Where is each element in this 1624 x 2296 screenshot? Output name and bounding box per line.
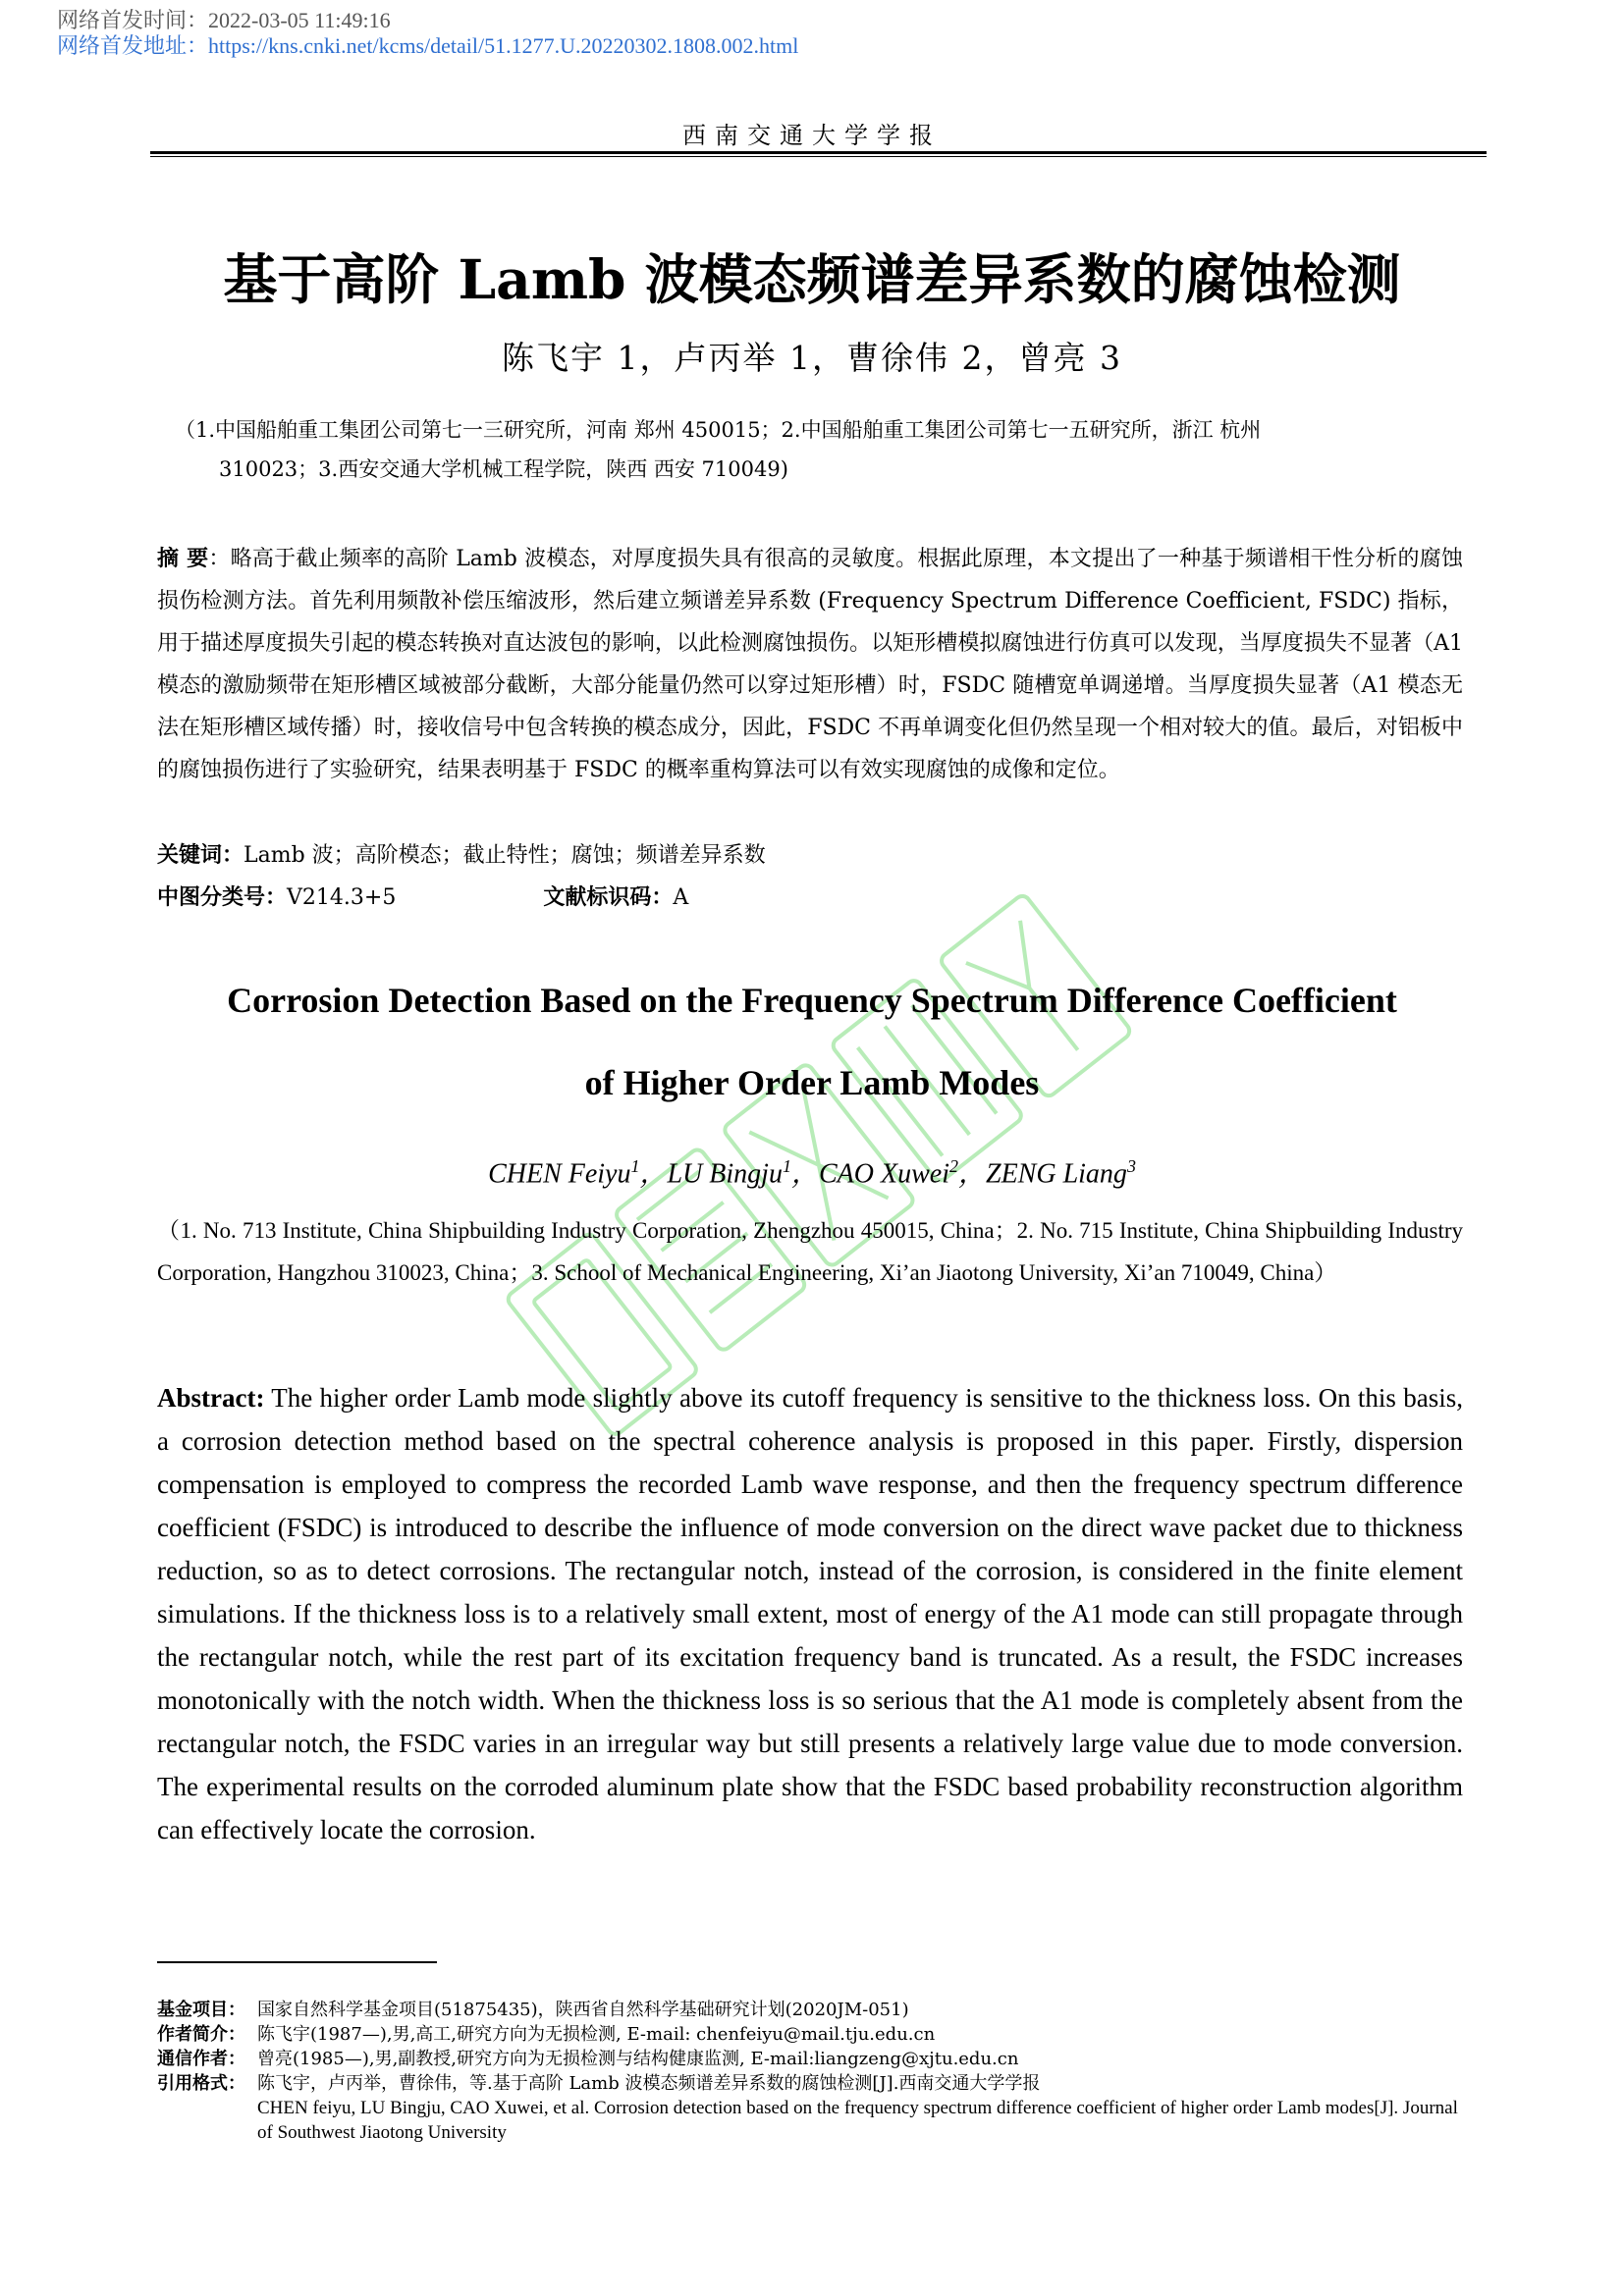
- header-rule-thin: [150, 156, 1487, 157]
- publication-time-label: 网络首发时间：: [57, 8, 209, 32]
- corresponding-label: 通信作者：: [157, 2049, 245, 2069]
- footnote-corresponding: [157, 2047, 1473, 2071]
- author-en-affil: 1: [782, 1156, 791, 1176]
- paper-title-cn: 基于高阶 Lamb 波模态频谱差异系数的腐蚀检测: [223, 247, 1401, 311]
- clc-label: 中图分类号：: [157, 885, 288, 910]
- journal-name: 西南交通大学学报: [682, 122, 942, 149]
- author-en-affil: 3: [1126, 1156, 1136, 1176]
- author-bio-label: 作者简介：: [157, 2024, 245, 2045]
- author-en: CAO Xuwei: [818, 1158, 949, 1190]
- authors-cn: 陈飞宇 1，卢丙举 1，曹徐伟 2，曾亮 3: [502, 339, 1122, 377]
- footnotes: [157, 1998, 1473, 2145]
- affiliations-cn-line2: 310023；3.西安交通大学机械工程学院，陕西 西安 710049): [219, 457, 788, 481]
- abstract-en-label: Abstract:: [157, 1383, 265, 1413]
- footnote-rule: [157, 1961, 437, 1963]
- citation-text: [257, 2071, 1473, 2145]
- footnote-fund: [157, 1998, 1473, 2022]
- author-separator: ，: [639, 1158, 668, 1190]
- clc-value: V214.3+5: [287, 885, 397, 910]
- authors-en: [0, 1147, 1624, 1194]
- fund-label: 基金项目：: [157, 2000, 245, 2020]
- paper-title-en-line2: of Higher Order Lamb Modes: [584, 1063, 1040, 1102]
- abstract-en-text: The higher order Lamb mode slightly above its cutoff frequency is sensitive to the thickness loss. On this basis, a corrosion detection method based on the spectral coherence analysis is proposed in this paper. Firstly, dispersion compensation is employed to compress the recorded Lamb wave response, and then the frequency spectrum difference coefficient (FSDC) is introduced to describe the influence of mode conversion on the direct wave packet due to thickness reduction, so as to detect corrosions. The rectangular notch, instead of the corrosion, is considered in the finite element simulations. If the thickness loss is to a relatively small extent, most of energy of the A1 mode can still propagate through the rectangular notch, while the rest part of its excitation frequency band is truncated. As a result, the FSDC increases monotonically with the notch width. When the thickness loss is so serious that the A1 mode is completely absent from the rectangular notch, the FSDC varies in an irregular way but still presents a relatively large value due to mode conversion. The experimental results on the corroded aluminum plate show that the FSDC based probability reconstruction algorithm can effectively locate the corrosion.: [157, 1383, 1463, 1844]
- classification-line: [157, 877, 1463, 919]
- citation-en: CHEN feiyu, LU Bingju, CAO Xuwei, et al. Corrosion detection based on the frequency spectrum difference coefficient of higher order Lamb modes[J]. Journal of Southwest Jiaotong University: [257, 2098, 1458, 2143]
- abstract-cn: [157, 538, 1463, 791]
- paper-title-en-line1: Corrosion Detection Based on the Frequency Spectrum Difference Coefficient: [227, 981, 1397, 1020]
- author-en-affil: 1: [630, 1156, 640, 1176]
- affiliations-en: （1. No. 713 Institute, China Shipbuilding Industry Corporation, Zhengzhou 450015, China；2. No. 715 Institute, China Shipbuilding Industry Corporation, Hangzhou 310023, China；3. School of Mechanical Engineering, Xi’an Jiaotong University, Xi’an 710049, China）: [157, 1218, 1463, 1285]
- author-en: ZENG Liang: [986, 1158, 1127, 1190]
- author-bio-text: 陈飞宇(1987—),男,高工,研究方向为无损检测, E-mail: chenfeiyu@mail.tju.edu.cn: [257, 2024, 936, 2045]
- keywords-cn-label: 关键词：: [157, 843, 244, 868]
- affiliations-cn-line1: （1.中国船舶重工集团公司第七一三研究所，河南 郑州 450015；2.中国船舶重工集团公司第七一五研究所，浙江 杭州: [175, 418, 1262, 442]
- author-en: CHEN Feiyu: [488, 1158, 631, 1190]
- keywords-cn-text: Lamb 波；高阶模态；截止特性；腐蚀；频谱差异系数: [244, 843, 766, 868]
- publication-url-label: 网络首发地址：: [57, 33, 209, 58]
- publication-url[interactable]: [57, 33, 798, 59]
- author-en-affil: 2: [948, 1156, 958, 1176]
- fund-text: 国家自然科学基金项目(51875435)，陕西省自然科学基础研究计划(2020JM-051): [257, 2000, 909, 2020]
- abstract-en: [157, 1376, 1463, 1851]
- author-en: LU Bingju: [667, 1158, 783, 1190]
- abstract-cn-label: 摘 要: [157, 547, 209, 571]
- header-rule-thick: [150, 151, 1487, 154]
- author-separator: ，: [957, 1158, 986, 1190]
- author-separator: ，: [790, 1158, 819, 1190]
- citation-label: 引用格式：: [157, 2073, 245, 2094]
- publication-url-link[interactable]: https://kns.cnki.net/kcms/detail/51.1277.U.20220302.1808.002.html: [208, 33, 799, 58]
- publication-time: [57, 8, 391, 33]
- corresponding-text: 曾亮(1985—),男,副教授,研究方向为无损检测与结构健康监测, E-mail:liangzeng@xjtu.edu.cn: [257, 2049, 1019, 2069]
- citation-cn: 陈飞宇，卢丙举，曹徐伟，等.基于高阶 Lamb 波模态频谱差异系数的腐蚀检测[J].西南交通大学学报: [257, 2073, 1041, 2094]
- doc-code-value: A: [673, 885, 689, 910]
- affiliations-cn: [175, 410, 1473, 489]
- abstract-cn-text: ：略高于截止频率的高阶 Lamb 波模态，对厚度损失具有很高的灵敏度。根据此原理，本文提出了一种基于频谱相干性分析的腐蚀损伤检测方法。首先利用频散补偿压缩波形，然后建立频谱差异系数 (Frequency Spectrum Difference Coefficient, FSDC) 指标，用于描述厚度损失引起的模态转换对直达波包的影响，以此检测腐蚀损伤。以矩形槽模拟腐蚀进行仿真可以发现，当厚度损失不显著（A1 模态的激励频带在矩形槽区域被部分截断，大部分能量仍然可以穿过矩形槽）时，FSDC 随槽宽单调递增。当厚度损失显著（A1 模态无法在矩形槽区域传播）时，接收信号中包含转换的模态成分，因此，FSDC 不再单调变化但仍然呈现一个相对较大的值。最后，对铝板中的腐蚀损伤进行了实验研究，结果表明基于 FSDC 的概率重构算法可以有效实现腐蚀的成像和定位。: [157, 547, 1463, 782]
- doc-code-label: 文献标识码：: [543, 885, 674, 910]
- footnote-author: [157, 2022, 1473, 2047]
- keywords-cn: [157, 834, 1463, 877]
- publication-time-value: 2022-03-05 11:49:16: [208, 8, 391, 32]
- footnote-citation: [157, 2071, 1473, 2145]
